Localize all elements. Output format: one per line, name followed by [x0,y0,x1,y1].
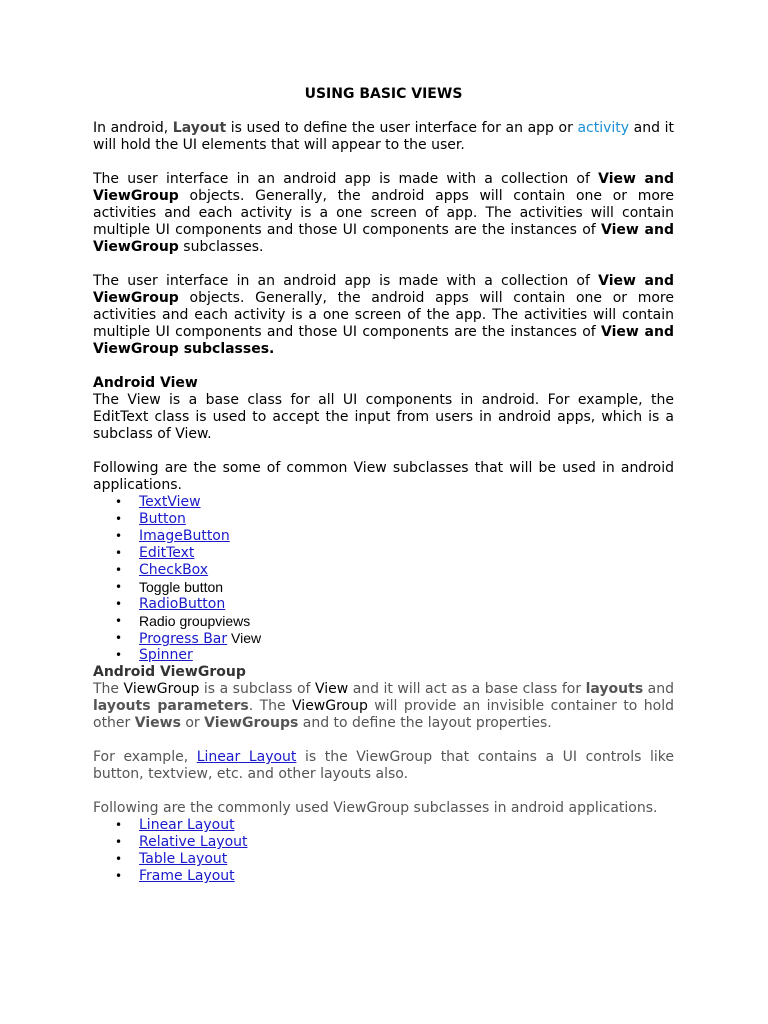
list-item [139,494,674,511]
viewgroup-paragraph: The ViewGroup is a subclass of View and it will act as a base class for layouts and layouts parameters. The ViewGroup will provide an invisible container to hold other Views or ViewGroups and to define the layout properties. [93,681,675,731]
viewgroup-subclass-list [93,817,674,885]
view-subclass-list [93,494,674,664]
radio-groupviews-text: Radio groupviews [139,613,251,629]
checkbox-link[interactable]: CheckBox [139,562,209,578]
linear-layout-link[interactable]: Linear Layout [139,817,235,833]
intro-paragraph: In android, Layout is used to define the user interface for an app or activity and it will hold the UI elements that will appear to the user. [93,120,674,153]
ui-paragraph-1: The user interface in an android app is made with a collection of View and ViewGroup objects. Generally, the android apps will contain one or more activities and each activity is a one screen of app. The activities will contain multiple UI components and those UI components are the instances of View and ViewGroup subclasses. [93,171,674,255]
android-viewgroup-heading: Android ViewGroup [93,664,246,680]
radiobutton-link[interactable]: RadioButton [139,596,226,612]
table-layout-link[interactable]: Table Layout [139,851,228,867]
list-item [139,613,674,630]
android-view-heading: Android View [93,375,198,391]
list-item [139,851,674,868]
list-item [139,817,674,834]
list-item [139,834,674,851]
view-subclasses-intro: Following are the some of common View subclasses that will be used in android applications. [93,460,674,493]
list-item [139,562,674,579]
document-body [93,86,674,885]
list-item [139,579,674,596]
imagebutton-link[interactable]: ImageButton [139,528,230,544]
edittext-link[interactable]: EditText [139,545,195,561]
example-paragraph: For example, Linear Layout is the ViewGroup that contains a UI controls like button, textview, etc. and other layouts also. [93,749,674,782]
linear-layout-inline-link[interactable]: Linear Layout [196,749,297,765]
list-item [139,511,674,528]
toggle-button-text: Toggle button [139,579,224,595]
spinner-link[interactable]: Spinner [139,647,193,663]
viewgroup-subclasses-intro: Following are the commonly used ViewGroup subclasses in android applications. [93,800,658,816]
list-item [139,647,674,664]
ui-paragraph-2: The user interface in an android app is made with a collection of View and ViewGroup objects. Generally, the android apps will contain one or more activities and each activity is a one screen of the app. The activities will contain multiple UI components and those UI components are the instances of View and ViewGroup subclasses. [93,273,674,357]
activity-link[interactable]: activity [577,120,630,136]
list-item: • Progress Bar View [139,630,674,647]
list-item [139,545,674,562]
progress-bar-link[interactable]: Progress Bar [139,631,228,647]
relative-layout-link[interactable]: Relative Layout [139,834,248,850]
button-link[interactable]: Button [139,511,186,527]
layout-term: Layout [172,120,227,136]
textview-link[interactable]: TextView [139,494,201,510]
page-title: USING BASIC VIEWS [304,86,463,102]
android-view-text: The View is a base class for all UI components in android. For example, the EditText class is used to accept the input from users in android apps, which is a subclass of View. [93,392,674,442]
list-item [139,596,674,613]
list-item [139,868,674,885]
list-item [139,528,674,545]
frame-layout-link[interactable]: Frame Layout [139,868,235,884]
